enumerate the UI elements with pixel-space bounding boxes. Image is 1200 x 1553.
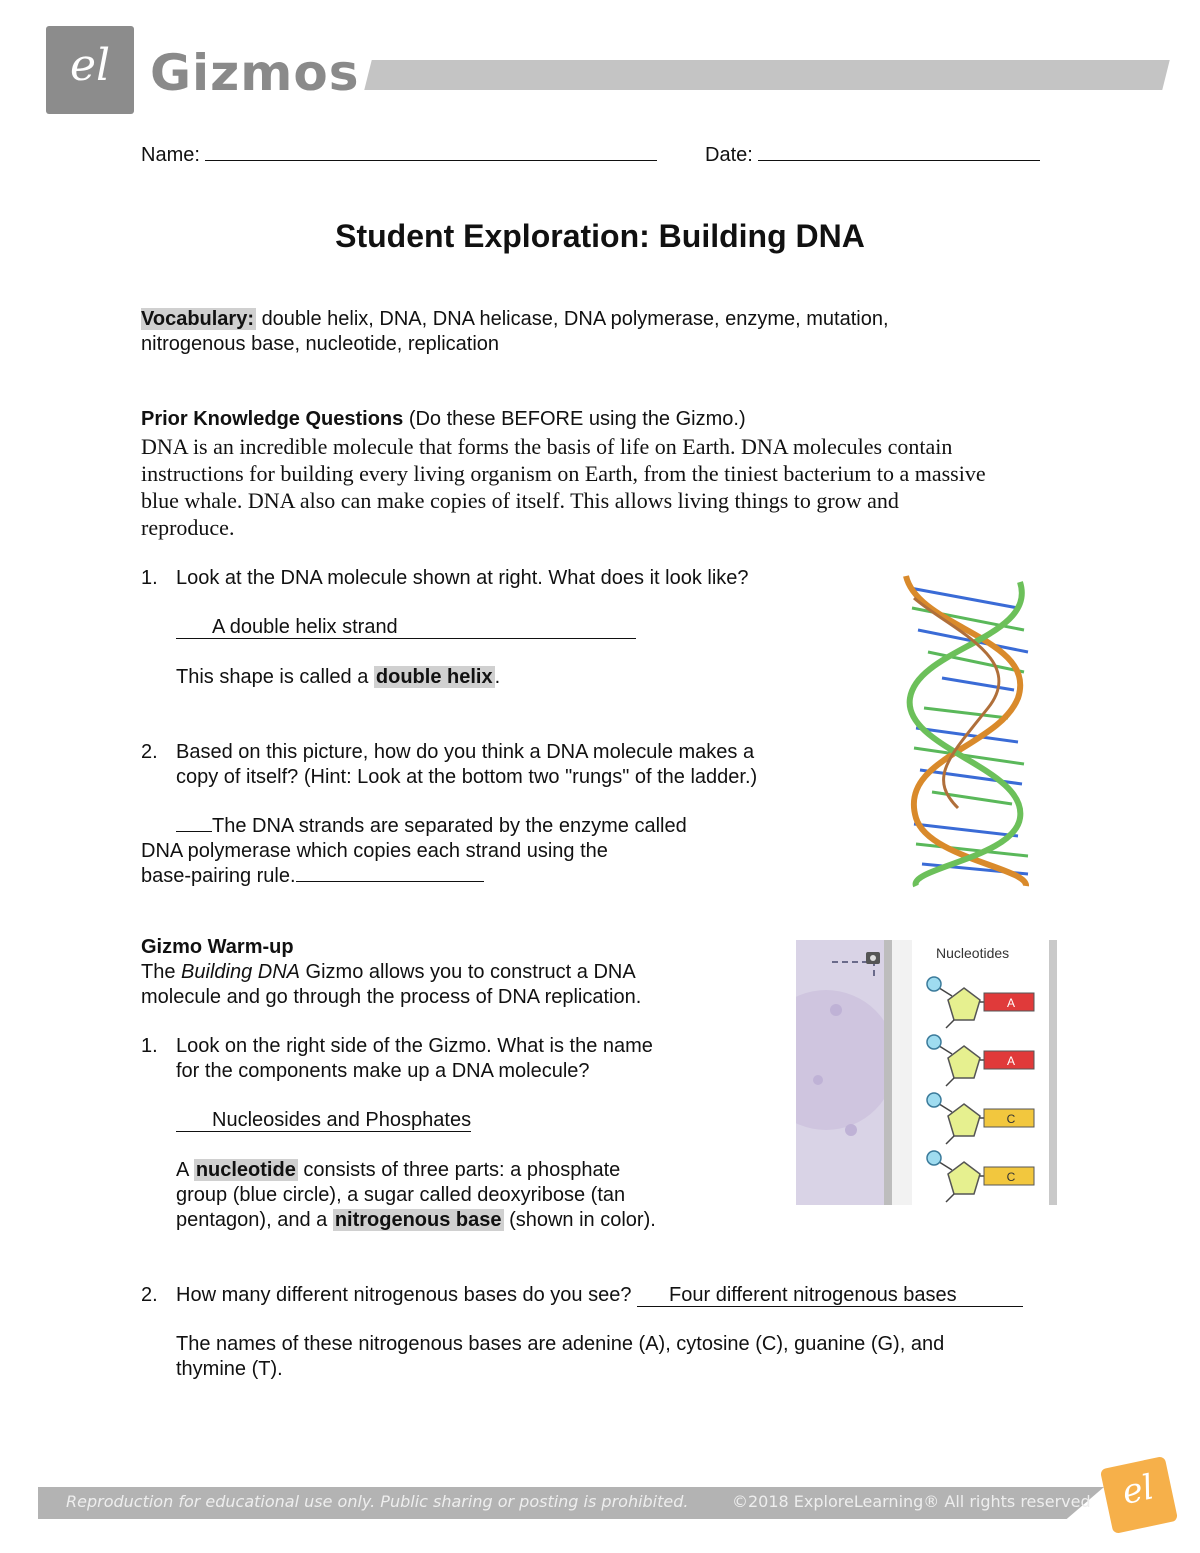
base-label: C bbox=[1006, 1170, 1016, 1184]
sugar-pentagon bbox=[948, 988, 980, 1020]
phosphate-circle bbox=[927, 1035, 941, 1049]
gizmo-name: Building DNA bbox=[181, 961, 300, 983]
wu-q1-answer-text: Nucleosides and Phosphates bbox=[212, 1109, 472, 1131]
base-label: C bbox=[1006, 1112, 1016, 1126]
term-nitrogenous-base: nitrogenous base bbox=[334, 1209, 502, 1231]
wu-q2-number: 2. bbox=[141, 1284, 158, 1306]
footer-copyright: ©2018 ExploreLearning® All rights reserved bbox=[732, 1492, 1091, 1511]
explorelearning-logo bbox=[46, 26, 134, 114]
wu-q1-answer[interactable] bbox=[176, 1110, 471, 1132]
prior-knowledge-heading: Prior Knowledge Questions bbox=[141, 408, 404, 430]
pk-q1-answer[interactable] bbox=[176, 617, 636, 639]
wu-q1-note-a: A bbox=[176, 1159, 189, 1181]
brand-name: Gizmos bbox=[150, 44, 360, 102]
date-label: Date: bbox=[705, 144, 753, 166]
sugar-pentagon bbox=[948, 1162, 980, 1194]
wu-q2-line bbox=[176, 1283, 1023, 1308]
nucleotide-item[interactable] bbox=[922, 1148, 1042, 1205]
logo-mark: el bbox=[69, 40, 111, 91]
phosphate-circle bbox=[927, 1093, 941, 1107]
vocabulary-terms-1: double helix, DNA, DNA helicase, DNA polymerase, enzyme, mutation, bbox=[261, 308, 889, 330]
wu-q1-question bbox=[176, 1034, 653, 1084]
pk-q2-question-line1: Based on this picture, how do you think a DNA molecule makes a bbox=[176, 741, 755, 763]
pk-q1-number: 1. bbox=[141, 567, 158, 589]
prior-knowledge-note: (Do these BEFORE using the Gizmo.) bbox=[408, 408, 746, 430]
wu-q1-answer-line bbox=[176, 1108, 471, 1133]
wu-q2-note bbox=[176, 1332, 944, 1382]
phosphate-circle bbox=[927, 977, 941, 991]
vocabulary-section bbox=[141, 307, 1041, 357]
page-title: Student Exploration: Building DNA bbox=[335, 218, 865, 254]
sugar-pentagon bbox=[948, 1104, 980, 1136]
warmup-intro-pre: The bbox=[141, 961, 176, 983]
pk-q2-answer-line2: DNA polymerase which copies each strand using the bbox=[141, 840, 608, 862]
warmup-intro-post: Gizmo allows you to construct a DNA bbox=[305, 961, 636, 983]
term-double-helix: double helix bbox=[375, 666, 493, 688]
term-nucleotide: nucleotide bbox=[195, 1159, 296, 1181]
wu-q2-answer[interactable] bbox=[637, 1285, 1023, 1307]
header-bar bbox=[364, 60, 1169, 90]
pk-q2-question-line2: copy of itself? (Hint: Look at the bottom two "rungs" of the ladder.) bbox=[176, 766, 758, 788]
wu-q1-note bbox=[176, 1158, 736, 1233]
intro-line: reproduce. bbox=[141, 515, 235, 540]
name-label: Name: bbox=[141, 144, 200, 166]
pk-q1-question: Look at the DNA molecule shown at right. What does it look like? bbox=[176, 567, 749, 589]
wu-q2-note-line2: thymine (T). bbox=[176, 1358, 283, 1380]
warmup-intro-line2: molecule and go through the process of DNA replication. bbox=[141, 986, 642, 1008]
footer-logo bbox=[1100, 1456, 1178, 1534]
pk-q2-answer-line3: base-pairing rule. bbox=[141, 865, 296, 887]
footer-logo-mark: el bbox=[1118, 1467, 1158, 1513]
prior-knowledge-heading-line bbox=[141, 407, 746, 432]
wu-q1-note-c: pentagon), and a bbox=[176, 1209, 328, 1231]
vocabulary-terms-2: nitrogenous base, nucleotide, replication bbox=[141, 333, 500, 355]
base-label: A bbox=[1006, 1054, 1016, 1068]
sugar-pentagon bbox=[948, 1046, 980, 1078]
nucleotide-item[interactable] bbox=[922, 1032, 1042, 1090]
pk-q2-question bbox=[176, 740, 757, 790]
wu-q1-note-d: (shown in color). bbox=[509, 1209, 656, 1231]
date-field[interactable] bbox=[758, 143, 1040, 161]
pk-q1-note bbox=[176, 665, 500, 690]
pk-q2-number: 2. bbox=[141, 741, 158, 763]
wu-q2-note-line1: The names of these nitrogenous bases are adenine (A), cytosine (C), guanine (G), and bbox=[176, 1333, 945, 1355]
prior-knowledge-intro bbox=[141, 433, 1061, 541]
phosphate-circle bbox=[927, 1151, 941, 1165]
wu-q1-note-b: consists of three parts: a phosphate bbox=[303, 1159, 621, 1181]
intro-line: instructions for building every living organism on Earth, from the tiniest bacterium to a massive bbox=[141, 461, 986, 486]
wu-q2-answer-text: Four different nitrogenous bases bbox=[669, 1284, 957, 1306]
wu-q1-question-line1: Look on the right side of the Gizmo. What is the name bbox=[176, 1035, 653, 1057]
pk-q2-answer-line1: The DNA strands are separated by the enzyme called bbox=[212, 815, 687, 837]
pk-q1-note-prefix: This shape is called a bbox=[176, 666, 369, 688]
base-label: A bbox=[1006, 996, 1016, 1010]
gizmo-nucleotide-panel bbox=[796, 940, 1057, 1205]
wu-q1-question-line2: for the components make up a DNA molecule? bbox=[176, 1060, 590, 1082]
pk-q2-answer[interactable] bbox=[141, 814, 781, 889]
answer-lead-blank bbox=[176, 814, 212, 832]
pk-q1-note-suffix: . bbox=[494, 666, 501, 688]
dna-double-helix-image bbox=[888, 568, 1040, 890]
intro-line: blue whale. DNA also can make copies of itself. This allows living things to grow and bbox=[141, 488, 899, 513]
nucleotide-item[interactable] bbox=[922, 1090, 1042, 1148]
name-line bbox=[141, 143, 657, 168]
pk-q1-answer-text: A double helix strand bbox=[212, 616, 398, 638]
wu-q1-number: 1. bbox=[141, 1035, 158, 1057]
vocabulary-label: Vocabulary: bbox=[141, 308, 254, 330]
name-field[interactable] bbox=[205, 143, 657, 161]
warmup-intro bbox=[141, 960, 641, 1010]
wu-q2-question: How many different nitrogenous bases do you see? bbox=[176, 1284, 632, 1306]
nucleotide-item[interactable] bbox=[922, 974, 1042, 1032]
answer-trail-blank bbox=[296, 864, 484, 882]
warmup-heading: Gizmo Warm-up bbox=[141, 936, 294, 958]
pk-q1-answer-line bbox=[176, 615, 636, 640]
nucleotides-title: Nucleotides bbox=[936, 945, 1010, 961]
footer-notice: Reproduction for educational use only. Public sharing or posting is prohibited. bbox=[66, 1492, 689, 1511]
wu-q1-note-line2: group (blue circle), a sugar called deoxyribose (tan bbox=[176, 1184, 626, 1206]
intro-line: DNA is an incredible molecule that forms the basis of life on Earth. DNA molecules contain bbox=[141, 434, 953, 459]
date-line bbox=[705, 143, 1040, 168]
